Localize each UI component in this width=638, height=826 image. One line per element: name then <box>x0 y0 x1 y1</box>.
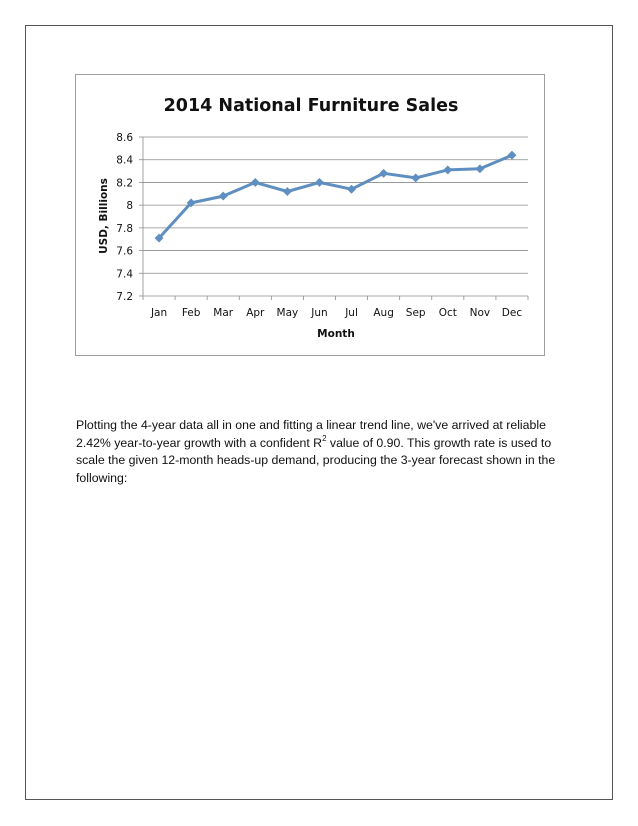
body-paragraph <box>76 417 566 487</box>
y-axis-label: USD, Billions <box>98 178 110 254</box>
data-point-marker <box>251 178 259 186</box>
y-tick-label: 8.6 <box>116 132 133 144</box>
data-point-marker <box>508 151 516 159</box>
y-tick-label: 7.2 <box>116 291 133 303</box>
r-squared-superscript: 2 <box>322 433 327 443</box>
x-tick-label: Sep <box>405 307 426 319</box>
data-point-marker <box>315 178 323 186</box>
x-tick-label: Mar <box>213 307 234 319</box>
y-tick-label: 8.2 <box>116 177 133 190</box>
paragraph-text-1: Plotting the 4-year data all in one and fitting a linear trend line, we've arrived at reliable 2.42% year-to-year growth with a confident R <box>76 418 546 450</box>
y-tick-label: 7.8 <box>116 222 133 235</box>
paragraph-text-2: value of 0.90. This growth rate is used to scale the given 12-month heads-up demand, producing the 3-year forecast shown in the following: <box>76 435 556 485</box>
y-tick-label: 8 <box>126 200 133 213</box>
x-tick-label: Feb <box>181 307 201 319</box>
data-point-marker <box>476 165 484 173</box>
axes <box>139 137 528 300</box>
x-tick-label: Aug <box>373 307 394 319</box>
series-polyline <box>159 155 512 238</box>
x-tick-label: Jun <box>311 307 328 319</box>
series-line <box>155 151 516 242</box>
chart-title: 2014 National Furniture Sales <box>163 96 459 116</box>
x-axis-label: Month <box>317 328 355 340</box>
data-point-marker <box>283 187 291 195</box>
x-tick-label: Jan <box>150 307 168 319</box>
data-point-marker <box>444 166 452 174</box>
x-tick-label: Jul <box>345 307 358 319</box>
x-tick-label: Apr <box>246 307 265 319</box>
line-chart <box>75 74 545 356</box>
x-tick-label: Nov <box>469 307 491 319</box>
x-tick-label: Dec <box>501 307 523 319</box>
y-tick-label: 7.6 <box>116 245 133 258</box>
x-tick-label: Oct <box>438 307 457 319</box>
x-tick-label: May <box>276 307 299 319</box>
data-point-marker <box>412 174 420 182</box>
gridlines <box>143 137 528 273</box>
y-tick-label: 7.4 <box>116 268 133 281</box>
y-tick-label: 8.4 <box>116 154 133 167</box>
data-point-marker <box>219 192 227 200</box>
chart-canvas <box>76 75 546 357</box>
